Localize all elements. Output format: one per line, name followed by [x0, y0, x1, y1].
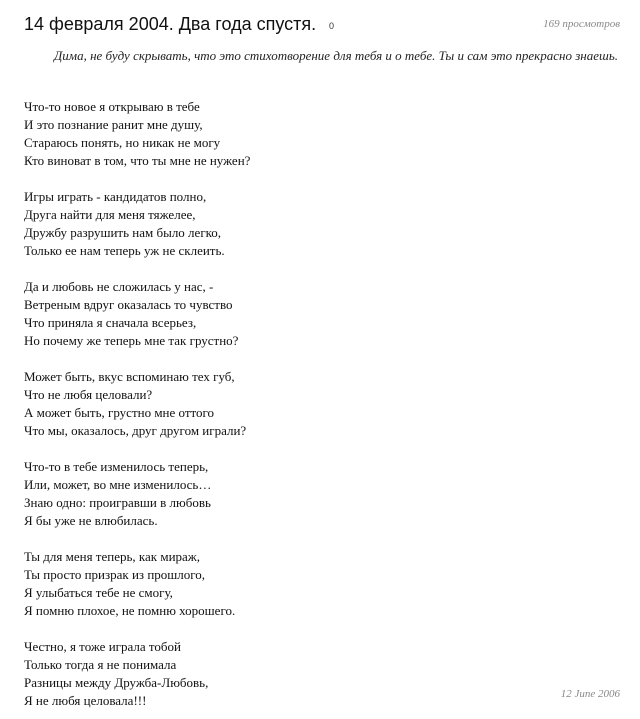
- dedication-text: Дима, не буду скрывать, что это стихотворение для тебя и о тебе. Ты и сам это прекрасно знаешь.: [54, 48, 618, 63]
- poem-line: И это познание ранит мне душу,: [24, 117, 203, 132]
- poem-line: Друга найти для меня тяжелее,: [24, 207, 196, 222]
- poem-line: Но почему же теперь мне так грустно?: [24, 333, 239, 348]
- poem-line: Только тогда я не понимала: [24, 657, 177, 672]
- poem-line: Честно, я тоже играла тобой: [24, 639, 181, 654]
- poem-stanza: [24, 368, 524, 440]
- poem-line: Я улыбаться тебе не смогу,: [24, 585, 173, 600]
- view-count: 169 просмотров: [543, 18, 620, 30]
- poem-line: Стараюсь понять, но никак не могу: [24, 135, 221, 150]
- poem-line: Ты просто призрак из прошлого,: [24, 567, 206, 582]
- poem-stanza: [24, 638, 524, 710]
- poem-line: Знаю одно: проигравши в любовь: [24, 495, 211, 510]
- poem-stanza: [24, 278, 524, 350]
- poem-line: Или, может, во мне изменилось…: [24, 477, 212, 492]
- poem-stanza: [24, 98, 524, 170]
- poem-body: [24, 98, 524, 710]
- poem-line: Что не любя целовали?: [24, 387, 153, 402]
- poem-line: Я не любя целовала!!!: [24, 693, 147, 708]
- post-title: 14 февраля 2004. Два года спустя.: [24, 14, 317, 34]
- comment-count-link[interactable]: 0: [329, 21, 335, 31]
- poem-line: Да и любовь не сложилась у нас, -: [24, 279, 214, 294]
- poem-stanza: [24, 188, 524, 260]
- poem-line: Ты для меня теперь, как мираж,: [24, 549, 201, 564]
- poem-line: Дружбу разрушить нам было легко,: [24, 225, 222, 240]
- poem-line: Я помню плохое, не помню хорошего.: [24, 603, 236, 618]
- poem-line: Что приняла я сначала всерьез,: [24, 315, 197, 330]
- poem-line: Что мы, оказалось, друг другом играли?: [24, 423, 247, 438]
- poem-stanza: [24, 548, 524, 620]
- post-header: [24, 14, 620, 40]
- poem-line: Я бы уже не влюбилась.: [24, 513, 158, 528]
- post-date: 12 June 2006: [560, 688, 620, 700]
- poem-line: Что-то в тебе изменилось теперь,: [24, 459, 209, 474]
- poem-line: А может быть, грустно мне оттого: [24, 405, 215, 420]
- poem-line: Только ее нам теперь уж не склеить.: [24, 243, 225, 258]
- poem-line: Кто виноват в том, что ты мне не нужен?: [24, 153, 251, 168]
- poem-line: Может быть, вкус вспоминаю тех губ,: [24, 369, 235, 384]
- poem-stanza: [24, 458, 524, 530]
- poem-line: Ветреным вдруг оказалась то чувство: [24, 297, 233, 312]
- poem-line: Что-то новое я открываю в тебе: [24, 99, 200, 114]
- poem-line: Разницы между Дружба-Любовь,: [24, 675, 209, 690]
- poem-line: Игры играть - кандидатов полно,: [24, 189, 207, 204]
